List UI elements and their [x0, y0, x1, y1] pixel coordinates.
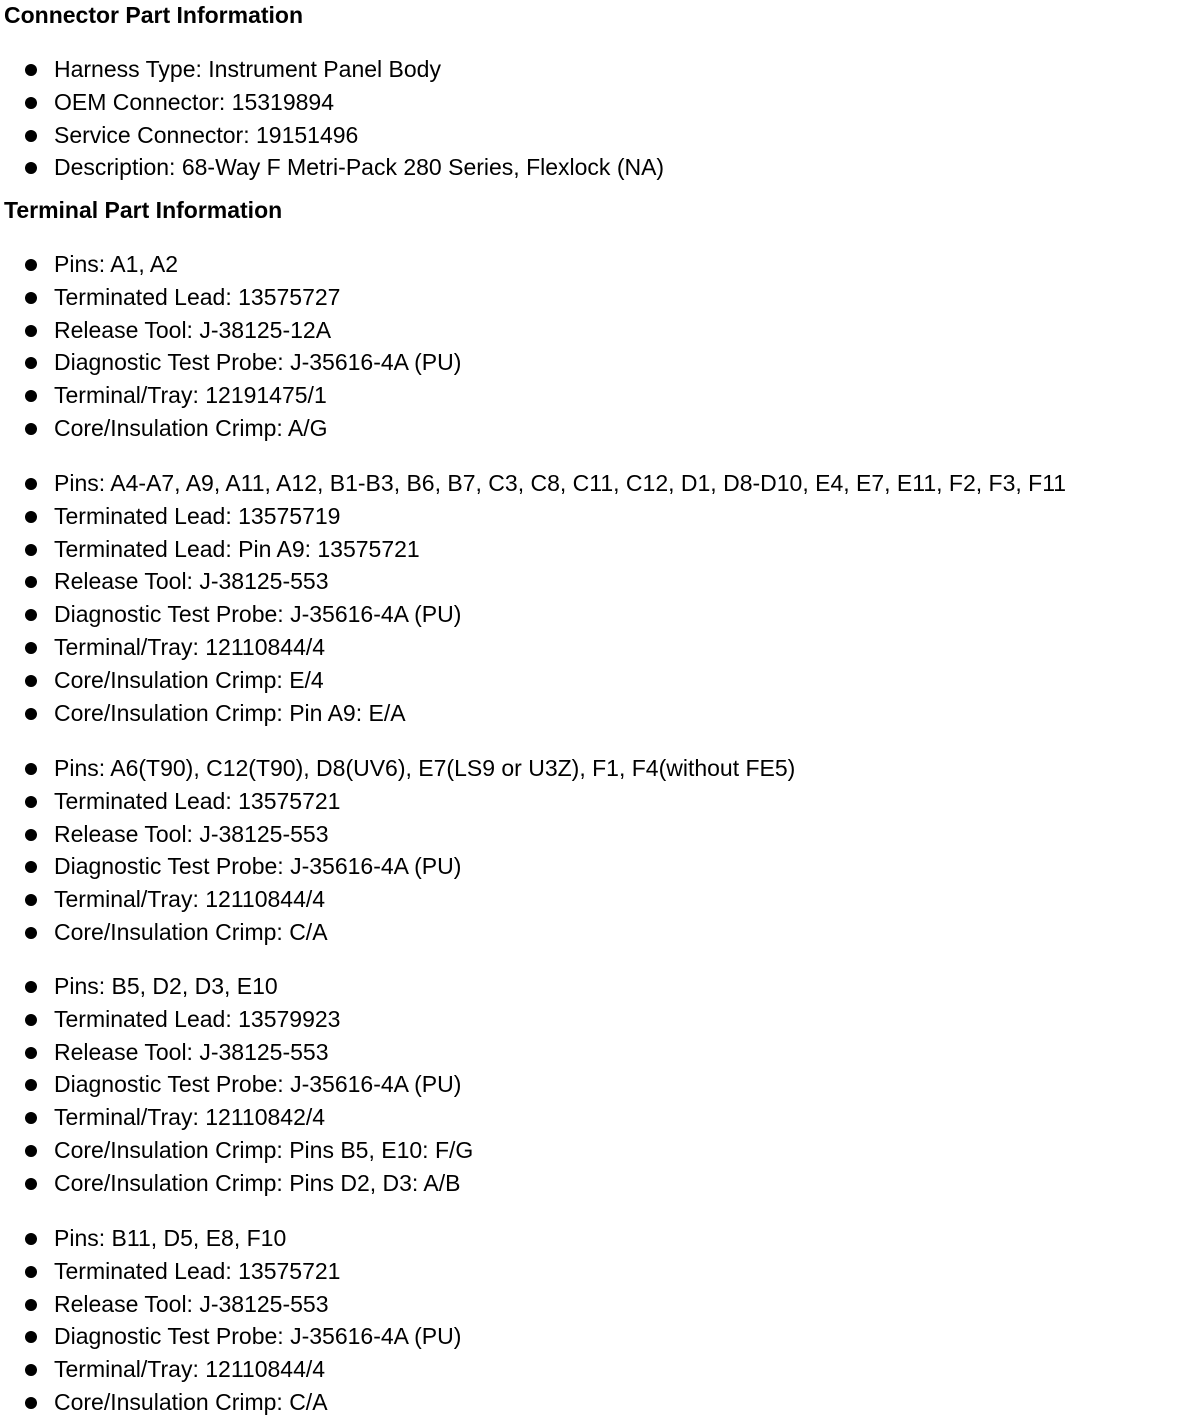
connector-info-list — [0, 53, 664, 184]
bullet-icon — [25, 357, 37, 369]
list-item — [0, 346, 461, 379]
item-text: Terminated Lead: Pin A9: 13575721 — [54, 535, 420, 562]
item-text: Harness Type: Instrument Panel Body — [54, 56, 441, 82]
item-text: Core/Insulation Crimp: C/A — [54, 918, 328, 945]
item-text: Terminated Lead: 13579923 — [54, 1005, 341, 1032]
item-text: Pins: A6(T90), C12(T90), D8(UV6), E7(LS9 or U3Z), F1, F4(without FE5) — [54, 755, 796, 781]
list-item — [0, 314, 461, 347]
bullet-icon — [25, 423, 37, 435]
item-text: Terminated Lead: 13575721 — [54, 787, 341, 814]
terminal-group-5 — [0, 1222, 461, 1419]
item-text: Diagnostic Test Probe: J-35616-4A (PU) — [54, 1323, 462, 1350]
list-item — [0, 533, 1066, 566]
item-text: Core/Insulation Crimp: C/A — [54, 1388, 328, 1415]
bullet-icon — [25, 292, 37, 304]
bullet-icon — [25, 1331, 37, 1343]
bullet-icon — [25, 544, 37, 556]
list-item — [0, 412, 461, 445]
list-item — [0, 53, 664, 86]
item-text: Diagnostic Test Probe: J-35616-4A (PU) — [54, 349, 462, 376]
item-text: Core/Insulation Crimp: Pins D2, D3: A/B — [54, 1169, 461, 1196]
item-text: Diagnostic Test Probe: J-35616-4A (PU) — [54, 853, 462, 880]
list-item — [0, 818, 795, 851]
item-text: Description: 68-Way F Metri-Pack 280 Series, Flexlock (NA) — [54, 154, 665, 181]
bullet-icon — [25, 478, 37, 490]
bullet-icon — [25, 1266, 37, 1278]
bullet-icon — [25, 576, 37, 588]
bullet-icon — [25, 796, 37, 808]
item-text: Diagnostic Test Probe: J-35616-4A (PU) — [54, 1071, 462, 1098]
list-item — [0, 1036, 473, 1069]
list-item — [0, 500, 1066, 533]
bullet-icon — [25, 609, 37, 621]
bullet-icon — [25, 259, 37, 271]
item-text: Terminated Lead: 13575727 — [54, 283, 341, 310]
item-text: Terminal/Tray: 12110844/4 — [54, 886, 326, 913]
item-text: Pins: B5, D2, D3, E10 — [54, 973, 278, 999]
list-item — [0, 1255, 461, 1288]
list-item — [0, 1320, 461, 1353]
item-text: Release Tool: J-38125-553 — [54, 1290, 329, 1317]
bullet-icon — [25, 130, 37, 142]
list-item — [0, 1068, 473, 1101]
bullet-icon — [25, 829, 37, 841]
list-item — [0, 379, 461, 412]
bullet-icon — [25, 1112, 37, 1124]
bullet-icon — [25, 162, 37, 174]
list-item — [0, 916, 795, 949]
list-item — [0, 119, 664, 152]
item-text: Core/Insulation Crimp: Pins B5, E10: F/G — [54, 1136, 474, 1163]
list-item — [0, 752, 795, 785]
list-item — [0, 1222, 461, 1255]
connector-part-info-heading: Connector Part Information — [4, 2, 304, 28]
list-item — [0, 1134, 473, 1167]
item-text: Terminated Lead: 13575719 — [54, 502, 341, 529]
list-item — [0, 1003, 473, 1036]
bullet-icon — [25, 927, 37, 939]
list-item — [0, 151, 664, 184]
bullet-icon — [25, 894, 37, 906]
bullet-icon — [25, 511, 37, 523]
item-text: Pins: A1, A2 — [54, 251, 179, 277]
list-item — [0, 281, 461, 314]
list-item — [0, 697, 1066, 730]
bullet-icon — [25, 97, 37, 109]
list-item — [0, 883, 795, 916]
bullet-icon — [25, 1145, 37, 1157]
list-item — [0, 598, 1066, 631]
item-text: Release Tool: J-38125-553 — [54, 820, 329, 847]
bullet-icon — [25, 1014, 37, 1026]
item-text: Core/Insulation Crimp: Pin A9: E/A — [54, 699, 406, 726]
item-text: Terminal/Tray: 12110844/4 — [54, 1356, 326, 1383]
item-text: Pins: B11, D5, E8, F10 — [54, 1225, 287, 1251]
item-text: Terminal/Tray: 12110842/4 — [54, 1104, 326, 1131]
item-text: Release Tool: J-38125-553 — [54, 568, 329, 595]
list-item — [0, 467, 1066, 500]
bullet-icon — [25, 325, 37, 337]
item-text: Terminal/Tray: 12191475/1 — [54, 382, 327, 409]
bullet-icon — [25, 390, 37, 402]
terminal-part-info-heading: Terminal Part Information — [4, 197, 283, 223]
bullet-icon — [25, 1178, 37, 1190]
list-item — [0, 785, 795, 818]
item-text: Diagnostic Test Probe: J-35616-4A (PU) — [54, 601, 462, 628]
bullet-icon — [25, 1397, 37, 1409]
list-item — [0, 248, 461, 281]
terminal-group-2 — [0, 467, 1066, 729]
terminal-group-3 — [0, 752, 795, 949]
list-item — [0, 850, 795, 883]
bullet-icon — [25, 642, 37, 654]
item-text: Terminal/Tray: 12110844/4 — [54, 633, 326, 660]
list-item — [0, 1167, 473, 1200]
terminal-group-1 — [0, 248, 461, 445]
item-text: Terminated Lead: 13575721 — [54, 1257, 341, 1284]
bullet-icon — [25, 1047, 37, 1059]
bullet-icon — [25, 981, 37, 993]
list-item — [0, 664, 1066, 697]
list-item — [0, 86, 664, 119]
item-text: Pins: A4-A7, A9, A11, A12, B1-B3, B6, B7, C3, C8, C11, C12, D1, D8-D10, E4, E7, E11, F2, F3, F11 — [54, 470, 1067, 496]
bullet-icon — [25, 64, 37, 76]
item-text: Core/Insulation Crimp: E/4 — [54, 666, 324, 693]
list-item — [0, 1288, 461, 1321]
list-item — [0, 565, 1066, 598]
item-text: Release Tool: J-38125-553 — [54, 1038, 329, 1065]
item-text: Core/Insulation Crimp: A/G — [54, 414, 328, 441]
bullet-icon — [25, 708, 37, 720]
list-item — [0, 631, 1066, 664]
bullet-icon — [25, 763, 37, 775]
bullet-icon — [25, 675, 37, 687]
list-item — [0, 1386, 461, 1419]
item-text: Service Connector: 19151496 — [54, 121, 359, 148]
terminal-group-4 — [0, 970, 473, 1200]
list-item — [0, 1353, 461, 1386]
bullet-icon — [25, 1364, 37, 1376]
item-text: OEM Connector: 15319894 — [54, 88, 335, 115]
bullet-icon — [25, 1079, 37, 1091]
bullet-icon — [25, 861, 37, 873]
bullet-icon — [25, 1299, 37, 1311]
bullet-icon — [25, 1233, 37, 1245]
list-item — [0, 970, 473, 1003]
item-text: Release Tool: J-38125-12A — [54, 316, 332, 343]
list-item — [0, 1101, 473, 1134]
